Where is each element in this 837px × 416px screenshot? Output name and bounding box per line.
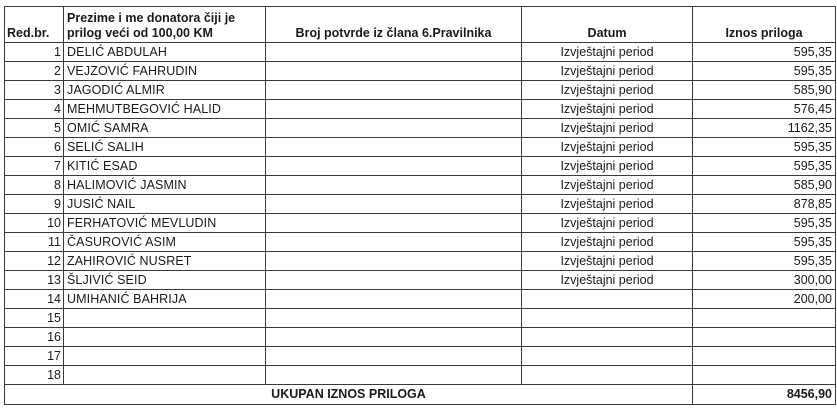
table-row: [5, 81, 836, 100]
table-row: [5, 176, 836, 195]
row-number-cell: 15: [5, 309, 64, 328]
header-row: [5, 7, 836, 43]
row-number-cell: 14: [5, 290, 64, 309]
confirmation-number-cell: [266, 347, 522, 366]
row-number-cell: 1: [5, 43, 64, 62]
total-amount: 8456,90: [693, 385, 836, 405]
confirmation-number-cell: [266, 252, 522, 271]
amount-cell: 300,00: [693, 271, 836, 290]
confirmation-number-cell: [266, 157, 522, 176]
donor-name-cell: VEJZOVIĆ FAHRUDIN: [64, 62, 266, 81]
header-donor-name: Prezime i me donatora čiji je prilog veći od 100,00 KM: [64, 7, 266, 43]
amount-cell: 1162,35: [693, 119, 836, 138]
table-body: [5, 43, 836, 385]
row-number-cell: 7: [5, 157, 64, 176]
date-cell: [522, 309, 693, 328]
confirmation-number-cell: [266, 328, 522, 347]
row-number-cell: 17: [5, 347, 64, 366]
donor-name-cell: JUSIĆ NAIL: [64, 195, 266, 214]
amount-cell: 595,35: [693, 138, 836, 157]
table-row: [5, 157, 836, 176]
confirmation-number-cell: [266, 62, 522, 81]
amount-cell: 585,90: [693, 81, 836, 100]
donor-name-cell: ŠLJIVIĆ SEID: [64, 271, 266, 290]
date-cell: Izvještajni period: [522, 214, 693, 233]
header-red-br: Red.br.: [5, 7, 64, 43]
amount-cell: 878,85: [693, 195, 836, 214]
donor-name-cell: [64, 366, 266, 385]
table-row: [5, 290, 836, 309]
confirmation-number-cell: [266, 290, 522, 309]
amount-cell: [693, 328, 836, 347]
row-number-cell: 8: [5, 176, 64, 195]
confirmation-number-cell: [266, 43, 522, 62]
date-cell: [522, 347, 693, 366]
row-number-cell: 4: [5, 100, 64, 119]
total-row: [5, 385, 836, 405]
amount-cell: 595,35: [693, 214, 836, 233]
date-cell: Izvještajni period: [522, 176, 693, 195]
header-date: Datum: [522, 7, 693, 43]
date-cell: Izvještajni period: [522, 119, 693, 138]
donor-name-cell: HALIMOVIĆ JASMIN: [64, 176, 266, 195]
confirmation-number-cell: [266, 176, 522, 195]
date-cell: Izvještajni period: [522, 195, 693, 214]
date-cell: [522, 366, 693, 385]
date-cell: Izvještajni period: [522, 81, 693, 100]
donor-name-cell: UMIHANIĆ BAHRIJA: [64, 290, 266, 309]
date-cell: [522, 290, 693, 309]
donor-name-cell: OMIĆ SAMRA: [64, 119, 266, 138]
amount-cell: 585,90: [693, 176, 836, 195]
donor-name-cell: [64, 347, 266, 366]
date-cell: Izvještajni period: [522, 43, 693, 62]
confirmation-number-cell: [266, 100, 522, 119]
amount-cell: 595,35: [693, 157, 836, 176]
donor-name-cell: SELIĆ SALIH: [64, 138, 266, 157]
confirmation-number-cell: [266, 214, 522, 233]
row-number-cell: 10: [5, 214, 64, 233]
donor-name-cell: [64, 309, 266, 328]
date-cell: [522, 328, 693, 347]
amount-cell: [693, 347, 836, 366]
confirmation-number-cell: [266, 233, 522, 252]
date-cell: Izvještajni period: [522, 100, 693, 119]
row-number-cell: 2: [5, 62, 64, 81]
table-row: [5, 252, 836, 271]
header-confirmation-number: Broj potvrde iz člana 6.Pravilnika: [266, 7, 522, 43]
date-cell: Izvještajni period: [522, 62, 693, 81]
date-cell: Izvještajni period: [522, 271, 693, 290]
amount-cell: 595,35: [693, 43, 836, 62]
confirmation-number-cell: [266, 366, 522, 385]
table-row: [5, 271, 836, 290]
donor-name-cell: KITIĆ ESAD: [64, 157, 266, 176]
date-cell: Izvještajni period: [522, 252, 693, 271]
amount-cell: 595,35: [693, 233, 836, 252]
donor-name-cell: FERHATOVIĆ MEVLUDIN: [64, 214, 266, 233]
table-row: [5, 233, 836, 252]
amount-cell: [693, 309, 836, 328]
date-cell: Izvještajni period: [522, 233, 693, 252]
donor-name-cell: MEHMUTBEGOVIĆ HALID: [64, 100, 266, 119]
table-row: [5, 366, 836, 385]
table-row: [5, 43, 836, 62]
header-amount: Iznos priloga: [693, 7, 836, 43]
row-number-cell: 16: [5, 328, 64, 347]
table-row: [5, 119, 836, 138]
row-number-cell: 11: [5, 233, 64, 252]
amount-cell: 576,45: [693, 100, 836, 119]
donor-name-cell: ČASUROVIĆ ASIM: [64, 233, 266, 252]
donor-name-cell: [64, 328, 266, 347]
row-number-cell: 12: [5, 252, 64, 271]
table-row: [5, 309, 836, 328]
amount-cell: [693, 366, 836, 385]
row-number-cell: 13: [5, 271, 64, 290]
row-number-cell: 18: [5, 366, 64, 385]
confirmation-number-cell: [266, 309, 522, 328]
date-cell: Izvještajni period: [522, 138, 693, 157]
total-label: UKUPAN IZNOS PRILOGA: [5, 385, 693, 405]
row-number-cell: 3: [5, 81, 64, 100]
confirmation-number-cell: [266, 271, 522, 290]
row-number-cell: 6: [5, 138, 64, 157]
donor-name-cell: ZAHIROVIĆ NUSRET: [64, 252, 266, 271]
donor-name-cell: DELIĆ ABDULAH: [64, 43, 266, 62]
row-number-cell: 9: [5, 195, 64, 214]
confirmation-number-cell: [266, 138, 522, 157]
table-row: [5, 347, 836, 366]
date-cell: Izvještajni period: [522, 157, 693, 176]
table-row: [5, 214, 836, 233]
amount-cell: 595,35: [693, 252, 836, 271]
confirmation-number-cell: [266, 195, 522, 214]
confirmation-number-cell: [266, 81, 522, 100]
amount-cell: 200,00: [693, 290, 836, 309]
table-row: [5, 62, 836, 81]
donations-table: [4, 6, 836, 405]
amount-cell: 595,35: [693, 62, 836, 81]
table-row: [5, 138, 836, 157]
table-row: [5, 328, 836, 347]
confirmation-number-cell: [266, 119, 522, 138]
table-row: [5, 195, 836, 214]
table-row: [5, 100, 836, 119]
row-number-cell: 5: [5, 119, 64, 138]
donor-name-cell: JAGODIĆ ALMIR: [64, 81, 266, 100]
